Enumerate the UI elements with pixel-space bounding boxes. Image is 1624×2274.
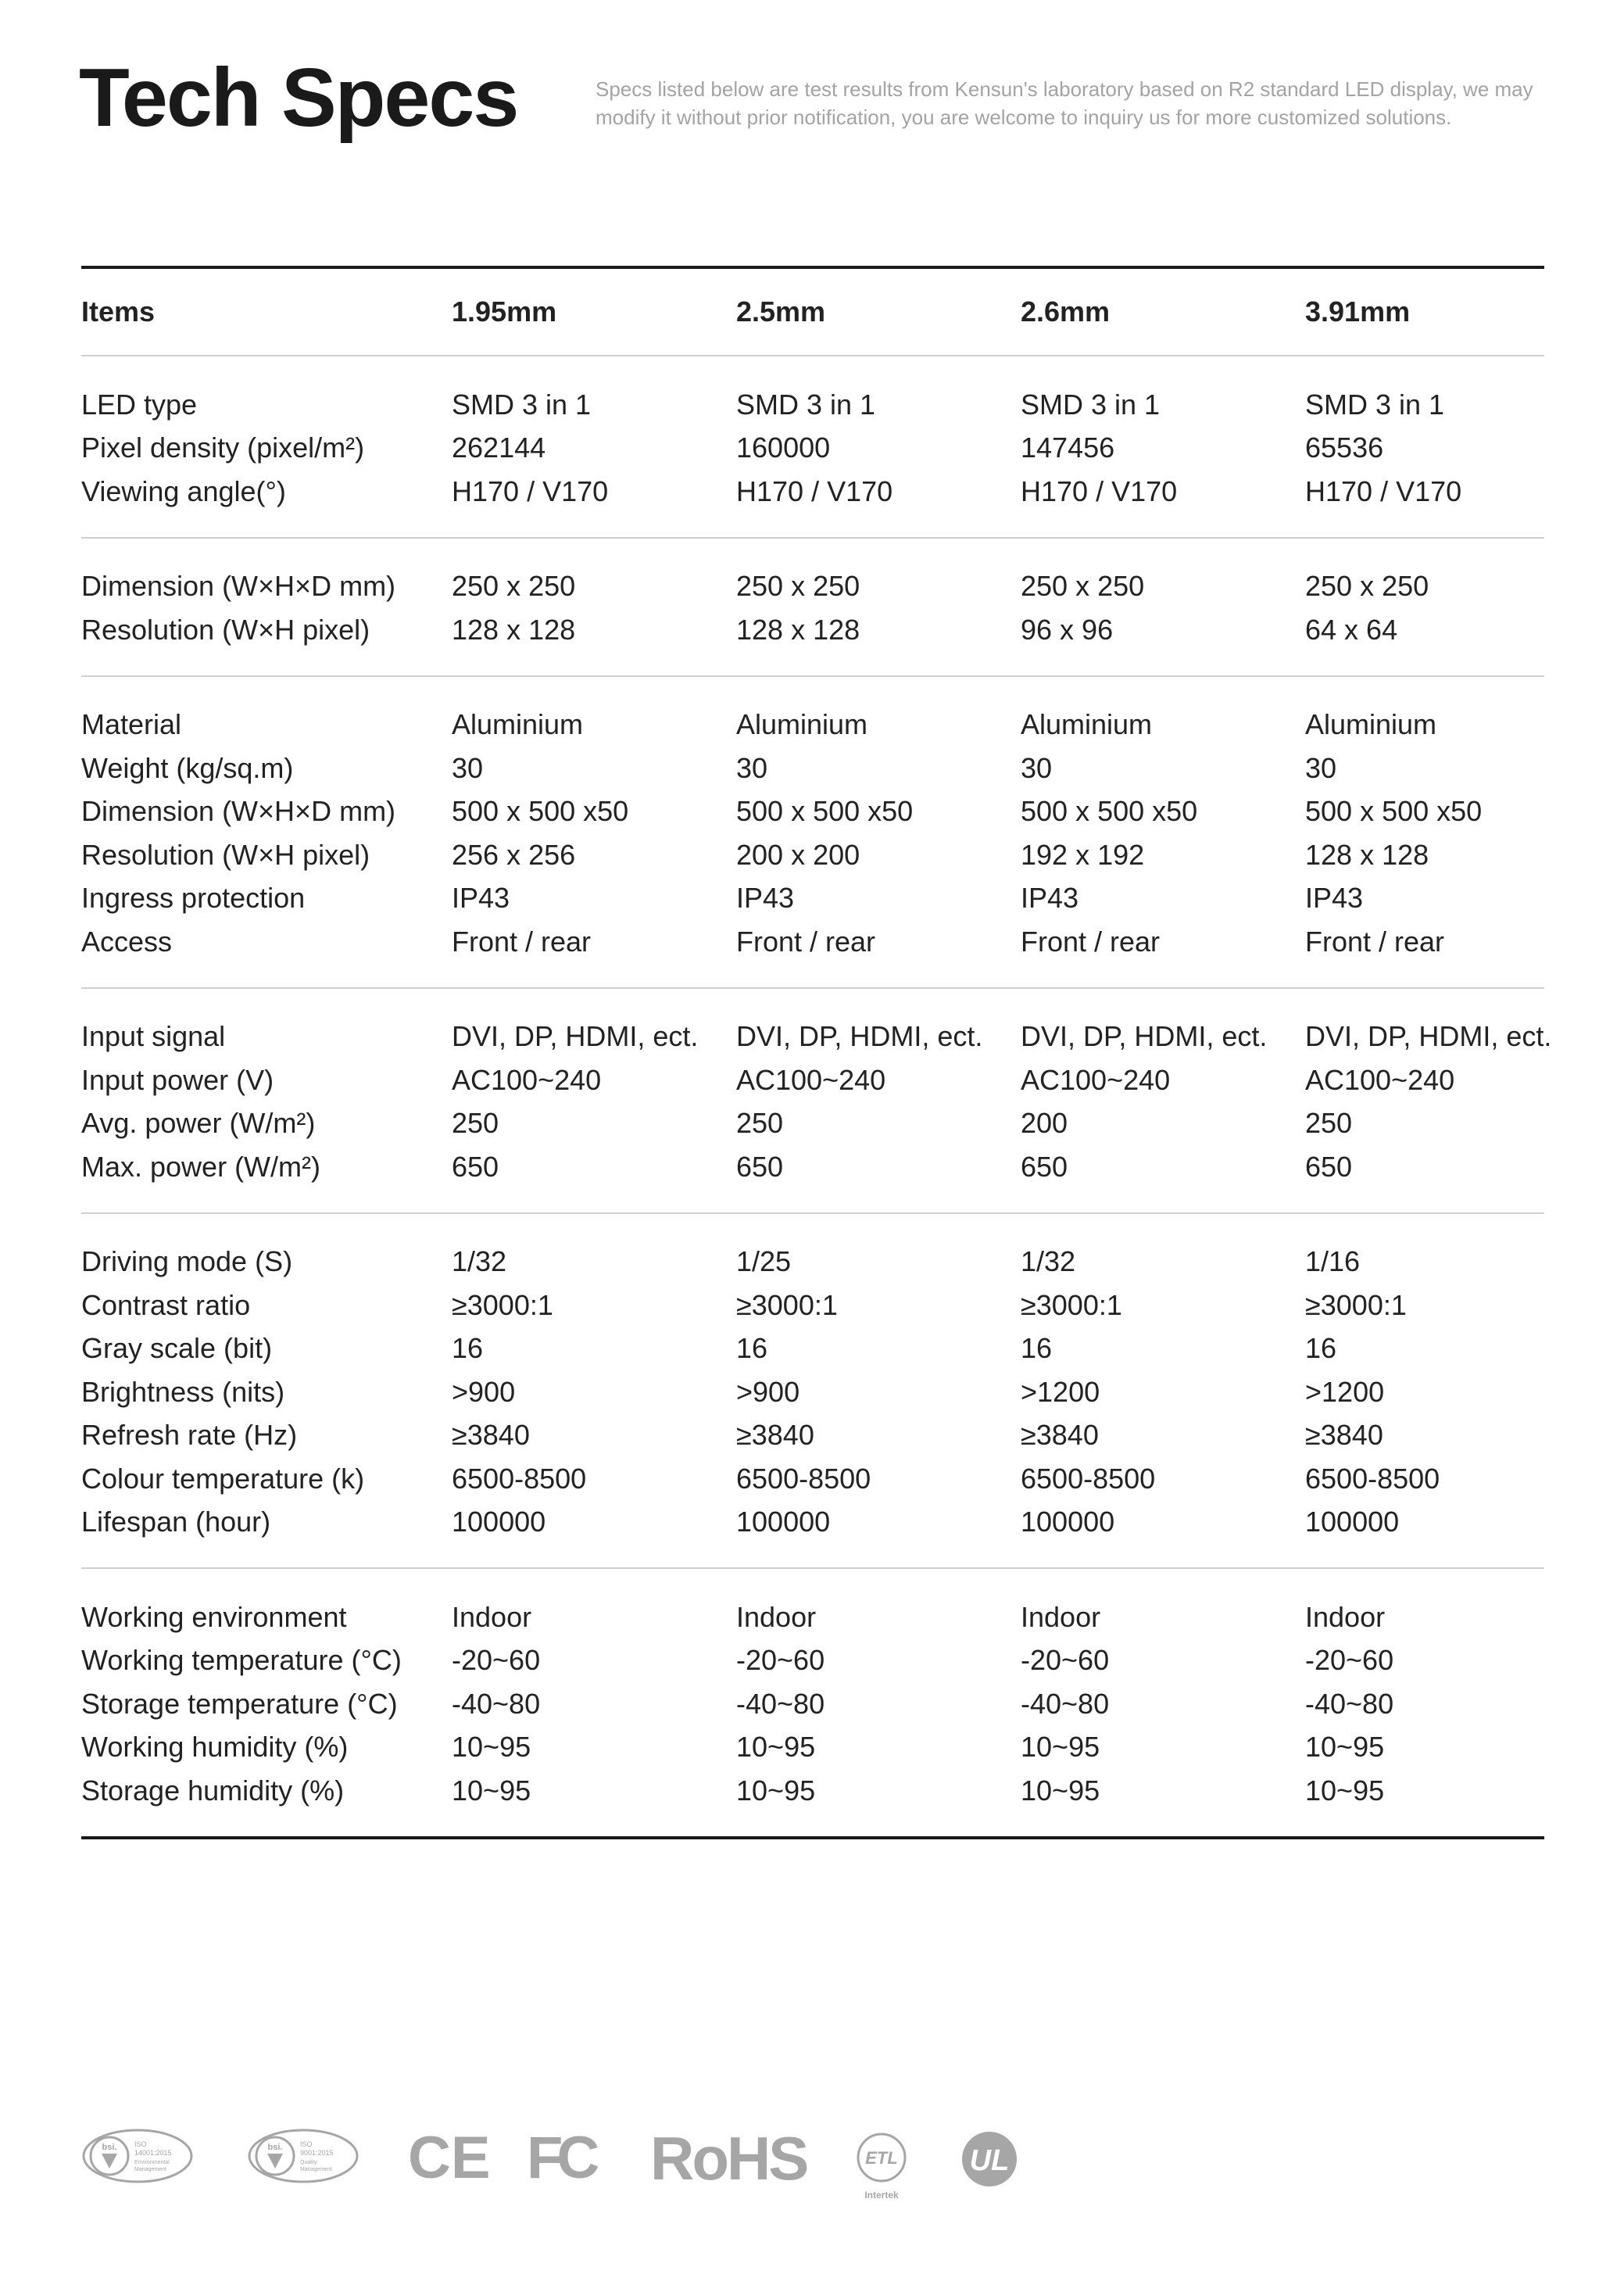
spec-label: Colour temperature (k) [81, 1462, 365, 1495]
spec-value: 128 x 128 [1305, 838, 1429, 871]
page-title: Tech Specs [79, 52, 518, 144]
spec-value: 65536 [1305, 432, 1384, 464]
spec-value: IP43 [1021, 882, 1079, 915]
spec-label: Brightness (nits) [81, 1375, 285, 1408]
spec-value: AC100~240 [1021, 1063, 1171, 1096]
spec-value: 30 [1021, 751, 1053, 784]
spec-value: 6500-8500 [1021, 1462, 1156, 1495]
header-pitch: 2.6mm [1021, 295, 1111, 328]
table-header-row [81, 269, 1544, 355]
spec-value: 650 [736, 1150, 784, 1183]
svg-text:bsi.: bsi. [102, 2143, 117, 2152]
spec-value: 160000 [736, 432, 831, 464]
spec-label: Driving mode (S) [81, 1245, 293, 1278]
spec-value: Indoor [1305, 1600, 1386, 1633]
spec-value: 10~95 [452, 1731, 531, 1764]
ce-mark-icon [408, 2125, 491, 2191]
spec-label: Ingress protection [81, 882, 306, 915]
spec-row [81, 1015, 1552, 1059]
spec-value: 128 x 128 [736, 613, 860, 646]
header-pitch: 3.91mm [1305, 295, 1411, 328]
spec-value: 30 [736, 751, 768, 784]
spec-row [81, 1241, 1544, 1284]
spec-value: Aluminium [736, 708, 868, 741]
spec-value: Front / rear [1021, 925, 1161, 958]
spec-value: IP43 [452, 882, 510, 915]
svg-text:Management: Management [300, 2167, 332, 2172]
svg-text:ETL: ETL [865, 2148, 898, 2168]
spec-value: 500 x 500 x50 [736, 795, 914, 828]
spec-label: Access [81, 925, 173, 958]
spec-value: 650 [452, 1150, 499, 1183]
spec-value: 64 x 64 [1305, 613, 1398, 646]
svg-text:bsi.: bsi. [267, 2143, 283, 2152]
spec-row [81, 1639, 1544, 1683]
svg-text:ISO: ISO [300, 2140, 313, 2148]
spec-value: 650 [1305, 1150, 1353, 1183]
spec-value: SMD 3 in 1 [452, 388, 592, 421]
spec-value: >900 [736, 1375, 800, 1408]
spec-label: Contrast ratio [81, 1288, 251, 1321]
table-bottom-rule [81, 1836, 1544, 1839]
spec-label: Avg. power (W/m²) [81, 1107, 316, 1140]
spec-label: Gray scale (bit) [81, 1332, 273, 1365]
spec-label: Working humidity (%) [81, 1731, 349, 1764]
spec-value: 500 x 500 x50 [1305, 795, 1483, 828]
spec-value: 500 x 500 x50 [1021, 795, 1198, 828]
spec-label: Dimension (W×H×D mm) [81, 570, 396, 603]
spec-value: Indoor [452, 1600, 532, 1633]
spec-row [81, 1414, 1544, 1458]
spec-row [81, 920, 1544, 964]
spec-value: AC100~240 [1305, 1063, 1455, 1096]
spec-value: 10~95 [1305, 1731, 1385, 1764]
spec-value: ≥3840 [736, 1419, 814, 1452]
spec-value: Aluminium [1021, 708, 1153, 741]
svg-text:RoHS: RoHS [650, 2124, 807, 2193]
spec-label: Refresh rate (Hz) [81, 1419, 298, 1452]
spec-row [81, 1501, 1544, 1545]
spec-value: SMD 3 in 1 [736, 388, 876, 421]
bsi-iso-14001-icon [81, 2128, 194, 2184]
spec-value: 10~95 [1021, 1774, 1100, 1807]
spec-row [81, 1682, 1544, 1726]
intro-text: Specs listed below are test results from Kensun's laboratory based on R2 standard LED display, we may modify it without prior notification, you are welcome to inquiry us for more customized solutions. [596, 77, 1533, 129]
svg-text:9001:2015: 9001:2015 [300, 2149, 334, 2157]
bsi-iso-9001-icon [247, 2128, 359, 2184]
spec-row [81, 1595, 1544, 1639]
spec-value: 1/32 [452, 1245, 507, 1278]
spec-value: SMD 3 in 1 [1021, 388, 1161, 421]
spec-value: 16 [1021, 1332, 1053, 1365]
spec-value: 250 x 250 [1021, 570, 1145, 603]
spec-value: Front / rear [736, 925, 876, 958]
spec-row [81, 877, 1544, 921]
spec-value: ≥3000:1 [1305, 1288, 1407, 1321]
spec-label: Working temperature (°C) [81, 1644, 402, 1677]
spec-row [81, 790, 1544, 834]
spec-row [81, 1769, 1544, 1813]
spec-value: 256 x 256 [452, 838, 576, 871]
spec-row [81, 704, 1544, 747]
spec-value: >1200 [1305, 1375, 1385, 1408]
spec-row [81, 1726, 1544, 1770]
spec-value: 100000 [1021, 1506, 1115, 1538]
spec-value: 262144 [452, 432, 546, 464]
spec-value: 1/25 [736, 1245, 792, 1278]
spec-value: IP43 [736, 882, 795, 915]
spec-value: ≥3000:1 [452, 1288, 553, 1321]
svg-text:Intertek: Intertek [864, 2190, 899, 2201]
spec-label: Viewing angle(°) [81, 474, 286, 507]
spec-row [81, 608, 1544, 652]
spec-value: 16 [452, 1332, 484, 1365]
spec-value: AC100~240 [452, 1063, 602, 1096]
spec-row [81, 747, 1544, 790]
spec-value: DVI, DP, HDMI, ect. [1021, 1020, 1268, 1053]
spec-value: IP43 [1305, 882, 1364, 915]
svg-text:Management: Management [134, 2167, 166, 2172]
spec-row [81, 1058, 1544, 1102]
spec-value: 10~95 [736, 1774, 816, 1807]
spec-value: -20~60 [1305, 1644, 1394, 1677]
header-pitch: 2.5mm [736, 295, 826, 328]
spec-label: Input power (V) [81, 1063, 274, 1096]
spec-value: 250 x 250 [1305, 570, 1429, 603]
spec-row [81, 1102, 1544, 1146]
spec-value: H170 / V170 [1305, 474, 1462, 507]
spec-value: 30 [1305, 751, 1337, 784]
spec-value: -20~60 [1021, 1644, 1110, 1677]
spec-value: 100000 [452, 1506, 546, 1538]
spec-value: 500 x 500 x50 [452, 795, 629, 828]
svg-text:14001:2015: 14001:2015 [134, 2149, 172, 2157]
spec-value: H170 / V170 [452, 474, 609, 507]
spec-value: 100000 [736, 1506, 831, 1538]
spec-row [81, 1327, 1544, 1371]
spec-label: Max. power (W/m²) [81, 1150, 320, 1183]
rohs-mark-icon [650, 2124, 807, 2193]
svg-text:CE: CE [408, 2125, 491, 2191]
spec-value: 650 [1021, 1150, 1068, 1183]
etl-intertek-icon [852, 2128, 911, 2206]
spec-value: Front / rear [452, 925, 592, 958]
spec-label: Lifespan (hour) [81, 1506, 271, 1538]
spec-row [81, 833, 1544, 877]
spec-value: -40~80 [736, 1687, 825, 1720]
spec-label: Resolution (W×H pixel) [81, 838, 370, 871]
spec-value: 1/16 [1305, 1245, 1361, 1278]
spec-value: 100000 [1305, 1506, 1400, 1538]
spec-row [81, 1284, 1544, 1327]
spec-row [81, 1145, 1544, 1189]
spec-row [81, 383, 1544, 427]
spec-value: Front / rear [1305, 925, 1445, 958]
spec-value: -40~80 [1305, 1687, 1394, 1720]
spec-value: H170 / V170 [1021, 474, 1178, 507]
spec-label: Working environment [81, 1600, 347, 1633]
spec-value: 10~95 [1305, 1774, 1385, 1807]
spec-value: AC100~240 [736, 1063, 886, 1096]
spec-label: LED type [81, 388, 198, 421]
spec-label: Dimension (W×H×D mm) [81, 795, 396, 828]
spec-value: 10~95 [1021, 1731, 1100, 1764]
spec-value: DVI, DP, HDMI, ect. [736, 1020, 983, 1053]
spec-section [81, 539, 1544, 675]
spec-value: Indoor [736, 1600, 817, 1633]
spec-value: 16 [1305, 1332, 1337, 1365]
header-items: Items [81, 295, 156, 328]
spec-value: 250 [452, 1107, 499, 1140]
spec-section [81, 989, 1552, 1212]
spec-value: ≥3840 [452, 1419, 530, 1452]
spec-value: ≥3840 [1305, 1419, 1383, 1452]
spec-value: 16 [736, 1332, 768, 1365]
spec-value: 10~95 [452, 1774, 531, 1807]
spec-value: 96 x 96 [1021, 613, 1114, 646]
spec-value: 10~95 [736, 1731, 816, 1764]
svg-text:ISO: ISO [134, 2140, 147, 2148]
spec-label: Input signal [81, 1020, 226, 1053]
spec-value: -40~80 [452, 1687, 541, 1720]
spec-row [81, 470, 1544, 514]
spec-value: ≥3000:1 [1021, 1288, 1122, 1321]
spec-table [81, 266, 1552, 1839]
svg-text:FC: FC [527, 2125, 594, 2191]
spec-label: Pixel density (pixel/m²) [81, 432, 365, 464]
spec-label: Storage humidity (%) [81, 1774, 345, 1807]
svg-text:UL: UL [969, 2144, 1010, 2177]
spec-value: 200 [1021, 1107, 1068, 1140]
spec-value: Aluminium [452, 708, 584, 741]
spec-section [81, 1569, 1544, 1836]
svg-text:Quality: Quality [300, 2160, 317, 2165]
spec-value: 30 [452, 751, 484, 784]
spec-value: 6500-8500 [736, 1462, 871, 1495]
spec-value: 250 [1305, 1107, 1353, 1140]
spec-value: 250 x 250 [452, 570, 576, 603]
spec-value: >900 [452, 1375, 516, 1408]
spec-value: Indoor [1021, 1600, 1101, 1633]
spec-value: 128 x 128 [452, 613, 576, 646]
spec-row [81, 565, 1544, 609]
spec-value: -40~80 [1021, 1687, 1110, 1720]
fcc-mark-icon [527, 2125, 605, 2191]
spec-value: 250 [736, 1107, 784, 1140]
spec-value: DVI, DP, HDMI, ect. [1305, 1020, 1552, 1053]
spec-value: SMD 3 in 1 [1305, 388, 1445, 421]
spec-value: ≥3840 [1021, 1419, 1099, 1452]
spec-value: DVI, DP, HDMI, ect. [452, 1020, 699, 1053]
spec-value: 192 x 192 [1021, 838, 1145, 871]
spec-value: 200 x 200 [736, 838, 860, 871]
spec-label: Resolution (W×H pixel) [81, 613, 370, 646]
svg-text:Environmental: Environmental [134, 2160, 170, 2165]
spec-value: 147456 [1021, 432, 1115, 464]
spec-value: -20~60 [452, 1644, 541, 1677]
spec-section [81, 677, 1544, 987]
spec-label: Weight (kg/sq.m) [81, 751, 294, 784]
spec-value: -20~60 [736, 1644, 825, 1677]
spec-label: Material [81, 708, 182, 741]
spec-value: >1200 [1021, 1375, 1100, 1408]
spec-section [81, 356, 1544, 537]
ul-mark-icon [960, 2129, 1022, 2192]
spec-label: Storage temperature (°C) [81, 1687, 398, 1720]
spec-row [81, 427, 1544, 471]
spec-value: Aluminium [1305, 708, 1437, 741]
header-pitch: 1.95mm [452, 295, 557, 328]
spec-row [81, 1457, 1544, 1501]
spec-value: H170 / V170 [736, 474, 893, 507]
spec-value: ≥3000:1 [736, 1288, 838, 1321]
spec-value: 6500-8500 [1305, 1462, 1440, 1495]
spec-section [81, 1214, 1544, 1568]
spec-value: 6500-8500 [452, 1462, 587, 1495]
spec-row [81, 1370, 1544, 1414]
spec-value: 1/32 [1021, 1245, 1076, 1278]
spec-value: 250 x 250 [736, 570, 860, 603]
